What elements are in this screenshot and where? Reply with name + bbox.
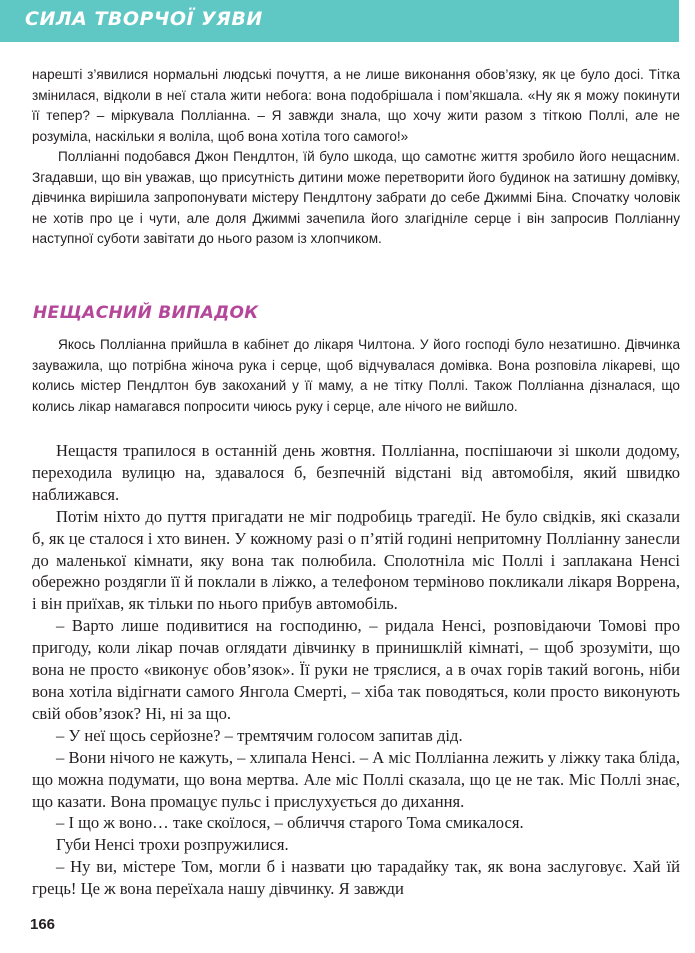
story-paragraph: – І що ж воно… таке скоїлося, – обличчя старого Тома смикалося. bbox=[56, 813, 524, 833]
summary-paragraph: Якось Полліанна прийшла в кабінет до лікаря Чилтона. У його господі було незатишно. Дівчинка зауважила, що потрібна жіноча рука і серце, щоб відчувалася домівка. Вона розповіла лікареві, що колись містер Пендлтон був закоханий у її маму, а не тітку Поллі. Також Полліанна дізналася, що колись лікар намагався попросити чиюсь руку і серце, але нічого не вийшло. bbox=[32, 337, 680, 414]
story-text bbox=[32, 440, 680, 900]
story-paragraph: – Варто лише подивитися на господиню, – ридала Ненсі, розповідаючи Томові про пригоду, коли лікар почав оглядати дівчинку в принишклій кімнаті, – щоб зрозуміти, що вона не просто «виконує обов’язок». Її руки не тряслися, а в очах горів такий вогонь, ніби вона хотіла відігнати самого Янгола Смерті, – хіба так поводяться, коли просто виконують свій обов’язок? Ні, ні за що. bbox=[32, 616, 680, 723]
story-paragraph: – Ну ви, містере Том, могли б і назвати цю тарадайку так, як вона заслуговує. Хай їй грець! Це ж вона переїхала нашу дівчинку. Я завжди bbox=[32, 857, 680, 899]
intro-paragraph: нарешті з’явилися нормальні людські почуття, а не лише виконання обов’язку, як це було досі. Тітка змінилася, відколи в неї стала жити небога: вона подобрішала і пом’якшала. «Ну як я можу покинути її тепер? – міркувала Полліанна. – Я завжди знала, що хочу жити разом з тіткою Поллі, але не розуміла, наскільки я воліла, щоб вона хотіла того самого!» bbox=[32, 67, 680, 144]
summary-text bbox=[32, 335, 680, 417]
intro-text bbox=[32, 65, 680, 250]
story-paragraph: Губи Ненсі трохи розпружилися. bbox=[56, 835, 289, 855]
intro-paragraph: Полліанні подобався Джон Пендлтон, їй було шкода, що самотнє життя зробило його нещасним. Згадавши, що він уважав, що присутність дитини може перетворити його будинок на затишну домівку, дівчинка вирішила запропонувати містеру Пендлтону забрати до себе Джиммі Біна. Спочатку чоловік не хотів про це і чути, але доля Джиммі зачепила його злагіднiле серце і він запросив Полліанну наступної суботи завітати до нього разом із хлопчиком. bbox=[32, 149, 680, 246]
page-number: 166 bbox=[30, 916, 56, 933]
story-paragraph: – Вони нічого не кажуть, – хлипала Ненсі. – А міс Полліанна лежить у ліжку така бліда, що можна подумати, що вона мертва. Але міс Поллі сказала, що це не так. Міс Поллі знає, що казати. Вона промацує пульс і прислухується до дихання. bbox=[32, 747, 680, 811]
story-paragraph: Нещастя трапилося в останній день жовтня. Полліанна, поспішаючи зі школи додому, переходила вулицю на, здавалося б, безпечній відстані від автомобіля, який швидко наближався. bbox=[32, 441, 680, 504]
story-paragraph: Потім ніхто до пуття пригадати не міг подробиць трагедії. Не було свідків, які сказали б, як це сталося і хто винен. У кожному разі о п’ятій годині непритомну Полліанну занесли до маленької кімнати, яку вона так полюбила. Сполотніла міс Поллі і заплакана Ненсі обережно роздягли її й поклали в ліжко, а телефоном терміново покликали лікаря Воррена, і він приїхав, як тільки по нього прибув автомобіль. bbox=[32, 506, 680, 614]
header-title: СИЛА ТВОРЧОЇ УЯВИ bbox=[25, 8, 263, 30]
section-heading: НЕЩАСНИЙ ВИПАДОК bbox=[33, 303, 259, 323]
header-bar bbox=[0, 0, 679, 42]
story-paragraph: – У неї щось серйозне? – тремтячим голосом запитав дід. bbox=[56, 725, 463, 745]
